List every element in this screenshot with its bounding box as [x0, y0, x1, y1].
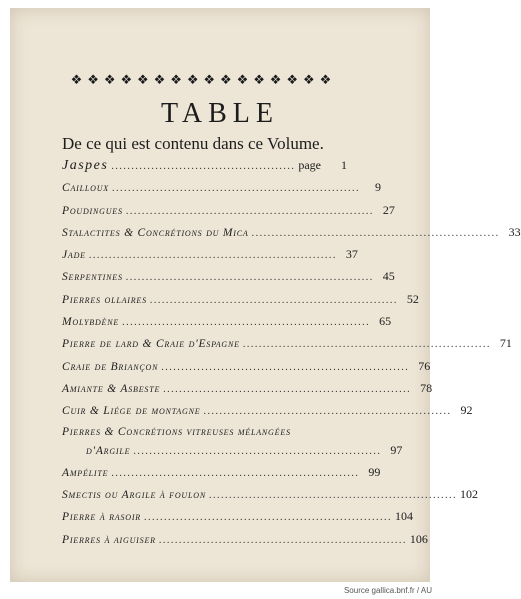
ornament-glyph: ❖: [220, 71, 232, 87]
book-page: [10, 8, 521, 582]
toc-entry-page: 97: [390, 442, 403, 457]
leader-dots: ..............................................................: [111, 183, 360, 195]
ornament-glyph: ❖: [87, 71, 99, 87]
leader-dots: ..............................................................: [88, 250, 337, 262]
toc-entry-label: Smectis ou Argile à foulon: [62, 489, 206, 502]
toc-entry: [62, 403, 473, 425]
toc-entry: [62, 224, 521, 247]
toc-entry-page: 106: [409, 531, 428, 546]
toc-entry-page: 45: [382, 269, 395, 284]
toc-entry-label: Serpentines: [62, 271, 123, 284]
leader-dots: ..............................................................: [125, 272, 374, 284]
toc-entry-label: Ampélite: [62, 466, 109, 479]
leader-dots: ..............................................................: [208, 490, 457, 502]
toc-entry-page: 71: [499, 336, 512, 351]
toc-entry: [62, 487, 478, 509]
toc-entry: [62, 158, 347, 180]
toc-entry-page: 9: [374, 180, 381, 195]
toc-entry-label: Amiante & Asbeste: [62, 382, 161, 395]
ornament-glyph: ❖: [103, 71, 116, 87]
ornament-glyph: ❖: [319, 71, 332, 87]
toc-entry-label: Cuir & Liége de montagne: [62, 405, 201, 418]
printer-ornament-band: [70, 72, 332, 86]
leader-dots: ..............................................................: [161, 361, 410, 373]
ornament-glyph: ❖: [70, 71, 83, 87]
toc-entry-label: Poudingues: [62, 204, 123, 217]
leader-dots: ..............................................................: [111, 467, 360, 479]
page-subtitle: De ce qui est contenu dans ce Volume.: [62, 134, 324, 153]
toc-entry: [62, 509, 413, 531]
toc-entry-page: 99: [368, 464, 381, 479]
table-of-contents: [62, 158, 521, 554]
toc-entry-label: Pierres ollaires: [62, 293, 147, 306]
leader-dots: ..............................................................: [133, 445, 382, 457]
toc-entry-page: 52: [406, 291, 419, 306]
ornament-glyph: ❖: [203, 71, 216, 87]
ornament-glyph: ❖: [286, 71, 299, 87]
toc-entry-page: 37: [345, 247, 358, 262]
toc-entry: [62, 180, 381, 202]
leader-dots: ..............................................: [111, 161, 296, 172]
toc-entry-page: 92: [460, 403, 473, 418]
ornament-glyph: ❖: [153, 71, 166, 87]
toc-entry-page: 102: [459, 487, 478, 502]
source-credit: Source gallica.bnf.fr / AU: [343, 586, 432, 595]
toc-entry-label: Pierres à aiguiser: [62, 533, 156, 546]
toc-entry-page: 78: [420, 380, 433, 395]
toc-entry: [62, 314, 392, 336]
leader-dots: ..............................................................: [242, 339, 491, 351]
ornament-glyph: ❖: [186, 71, 199, 87]
toc-entry-label: Pierre à rasoir: [62, 511, 141, 524]
toc-entry-continuation: [62, 442, 403, 465]
toc-entry-page: 1: [340, 158, 347, 172]
toc-entry-page: 76: [418, 358, 431, 373]
leader-dots: ..............................................................: [251, 227, 500, 239]
ornament-glyph: ❖: [269, 71, 282, 87]
leader-dots: ..............................................................: [143, 512, 392, 524]
ornament-glyph: ❖: [137, 71, 149, 87]
toc-entry-label: Jaspes: [62, 158, 109, 173]
toc-entry-page: 104: [394, 509, 413, 524]
toc-entry: [62, 358, 431, 381]
leader-dots: ..............................................................: [158, 534, 407, 546]
leader-dots: ..............................................................: [203, 406, 452, 418]
leader-dots: ..............................................................: [149, 294, 398, 306]
toc-entry: [62, 269, 395, 291]
toc-entry: [62, 380, 433, 403]
toc-entry: [62, 464, 381, 487]
toc-entry: [62, 531, 428, 554]
toc-entry-label: Molybdène: [62, 316, 120, 329]
page-word: page: [298, 158, 321, 172]
ornament-glyph: ❖: [120, 71, 133, 87]
ornament-glyph: ❖: [170, 71, 182, 87]
toc-entry-label: Craie de Briançon: [62, 360, 159, 373]
toc-entry-label: Pierre de lard & Craie d'Espagne: [62, 338, 240, 351]
toc-entry-label: Stalactites & Concrétions du Mica: [62, 226, 249, 239]
page-title: TABLE: [161, 98, 279, 129]
toc-entry: [62, 426, 326, 443]
toc-entry-page: 33: [508, 224, 521, 239]
leader-dots: ..............................................................: [125, 205, 374, 217]
toc-entry-page: 27: [382, 202, 395, 217]
toc-entry-label: Jade: [62, 249, 86, 262]
toc-entry-label-continuation: d'Argile: [86, 444, 131, 457]
toc-entry-page: 65: [379, 314, 392, 329]
ornament-glyph: ❖: [253, 71, 265, 87]
ornament-glyph: ❖: [302, 71, 315, 87]
ornament-glyph: ❖: [236, 71, 249, 87]
toc-entry: [62, 202, 395, 225]
leader-dots: ..............................................................: [122, 317, 371, 329]
leader-dots: ..............................................................: [163, 383, 412, 395]
toc-entry: [62, 247, 358, 269]
toc-entry: [62, 336, 512, 358]
toc-entry: [62, 291, 419, 314]
toc-entry-label: Cailloux: [62, 182, 109, 195]
toc-entry-label: Pierres & Concrétions vitreuses mélangées: [62, 425, 291, 438]
